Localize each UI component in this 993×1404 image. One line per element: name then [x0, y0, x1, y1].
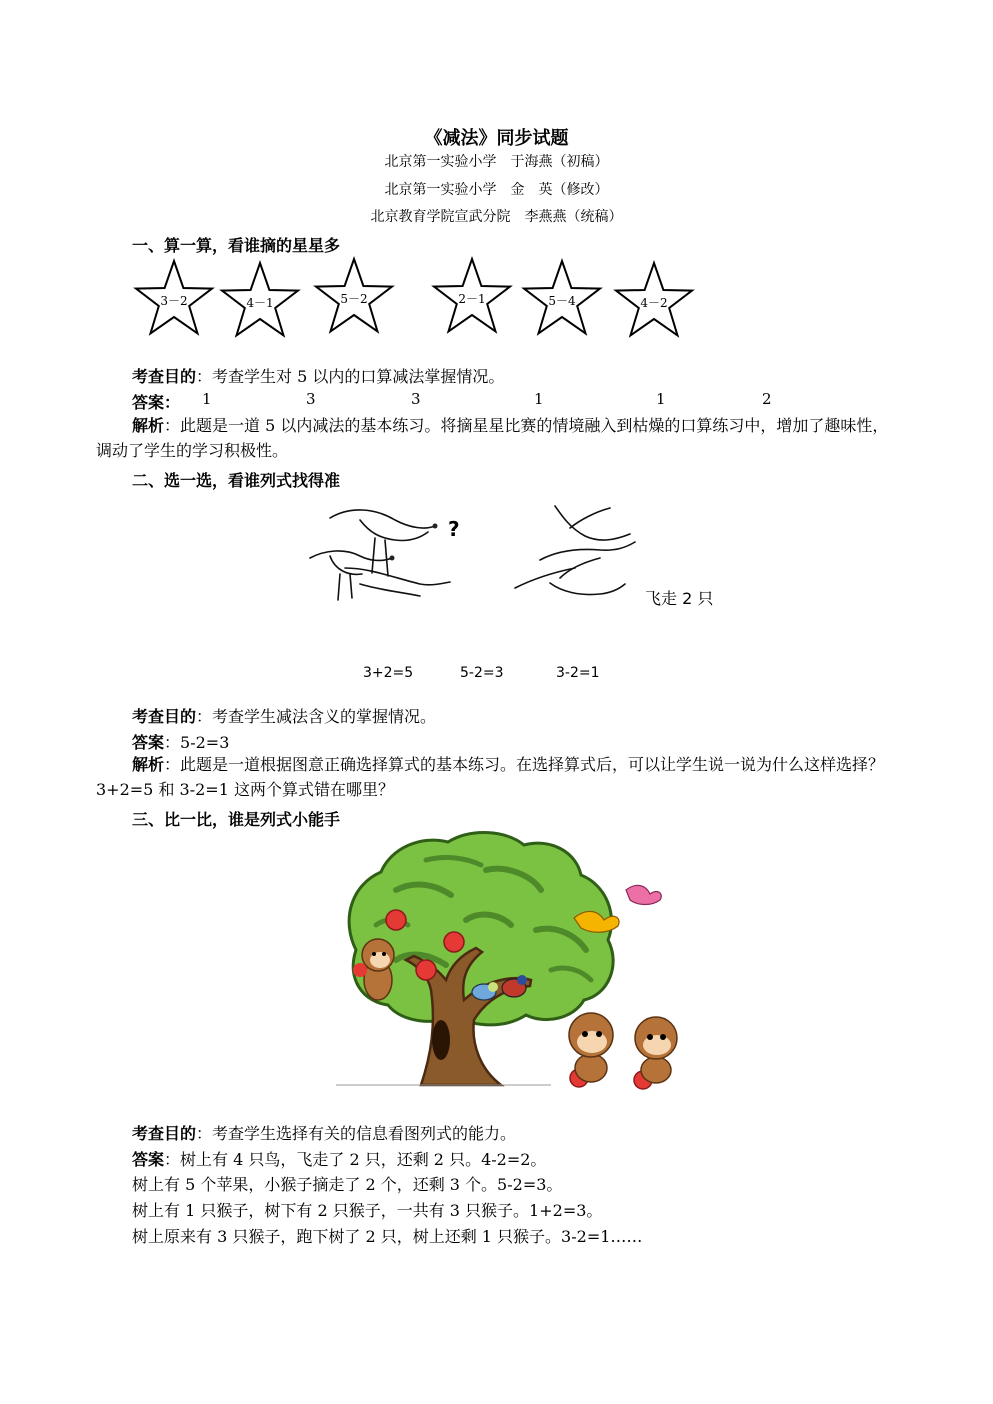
star-2-label: 4－1 [246, 296, 274, 310]
answer-label: 答案 [132, 1150, 165, 1169]
analysis-text: ：此题是一道根据图意正确选择算式的基本练习。在选择算式后，可以让学生说一说为什么这样选择？3+2=5 和 3-2=1 这两个算式错在哪里？ [96, 755, 885, 799]
answer-line-2: 树上有 5 个苹果，小猴子摘走了 2 个，还剩 3 个。5-2=3。 [132, 1175, 563, 1194]
fly-caption: 飞走 2 只 [645, 589, 714, 608]
answer-3: 3 [411, 390, 421, 408]
section-1-analysis [96, 413, 901, 463]
star-4-label: 2－1 [458, 292, 486, 306]
answer-4: 1 [534, 390, 544, 408]
section-3-answer [132, 1147, 546, 1170]
question-mark: ? [448, 517, 460, 541]
purpose-label: 考查目的 [132, 367, 197, 386]
star-3-label: 5－2 [340, 292, 368, 306]
section-2-analysis [96, 752, 901, 802]
option-2: 5-2=3 [460, 665, 504, 681]
tree-hollow [432, 1020, 450, 1060]
section-2-answer [132, 730, 229, 753]
answer-text: ：5-2=3 [164, 733, 230, 752]
purpose-text: ：考查学生选择有关的信息看图列式的能力。 [196, 1124, 517, 1143]
section-3-heading: 三、比一比，谁是列式小能手 [132, 810, 341, 829]
section-1-heading: 一、算一算，看谁摘的星星多 [132, 236, 341, 255]
standing-cranes [310, 510, 450, 600]
purpose-label: 考查目的 [132, 1124, 197, 1143]
analysis-label: 解析 [132, 755, 165, 774]
apple [444, 932, 464, 952]
page-title: 《减法》同步试题 [424, 128, 569, 149]
section-2-heading: 二、选一选，看谁列式找得准 [132, 471, 341, 490]
ground-monkeys [569, 1013, 677, 1083]
section-2-purpose [132, 704, 436, 727]
answer-2: 3 [306, 390, 316, 408]
star-5-label: 5－4 [548, 294, 576, 308]
purpose-text: ：考查学生对 5 以内的口算减法掌握情况。 [196, 367, 505, 386]
apple [416, 960, 436, 980]
author-line-2: 北京第一实验小学 金 英（修改） [384, 182, 609, 198]
apple [386, 910, 406, 930]
answer-sep: ： [164, 393, 181, 412]
option-1: 3+2=5 [363, 665, 414, 681]
author-line-1: 北京第一实验小学 于海燕（初稿） [384, 154, 609, 170]
answer-6: 2 [762, 390, 772, 408]
star-1-label: 3－2 [160, 294, 188, 308]
answer-line-1: ：树上有 4 只鸟，飞走了 2 只，还剩 2 只。4-2=2。 [164, 1150, 547, 1169]
answer-line-3: 树上有 1 只猴子，树下有 2 只猴子，一共有 3 只猴子。1+2=3。 [132, 1201, 603, 1220]
star-5 [524, 261, 600, 333]
star-6-label: 4－2 [640, 296, 668, 310]
analysis-label: 解析 [132, 416, 165, 435]
purpose-text: ：考查学生减法含义的掌握情况。 [196, 707, 437, 726]
star-3 [316, 259, 392, 331]
answer-label: 答案 [132, 393, 165, 412]
answer-label: 答案 [132, 733, 165, 752]
answer-1: 1 [202, 390, 212, 408]
analysis-text: ：此题是一道 5 以内减法的基本练习。将摘星星比赛的情境融入到枯燥的口算练习中，增加了趣味性，调动了学生的学习积极性。 [96, 416, 889, 460]
section-3-purpose [132, 1121, 516, 1144]
star-row [130, 255, 700, 345]
star-2 [222, 263, 298, 335]
star-4 [434, 259, 510, 331]
cranes-illustration [300, 498, 730, 613]
crane-heads [390, 524, 438, 561]
section-1-purpose [132, 364, 504, 387]
tree-illustration [336, 830, 706, 1098]
star-6 [616, 263, 692, 335]
flying-cranes [515, 506, 635, 595]
purpose-label: 考查目的 [132, 707, 197, 726]
section-1-answer [132, 390, 832, 412]
star-1 [136, 261, 212, 333]
answer-line-4: 树上原来有 3 只猴子，跑下树了 2 只，树上还剩 1 只猴子。3-2=1…… [132, 1227, 643, 1246]
author-line-3: 北京教育学院宣武分院 李燕燕（统稿） [370, 209, 623, 225]
option-3: 3-2=1 [556, 665, 600, 681]
answer-5: 1 [656, 390, 666, 408]
